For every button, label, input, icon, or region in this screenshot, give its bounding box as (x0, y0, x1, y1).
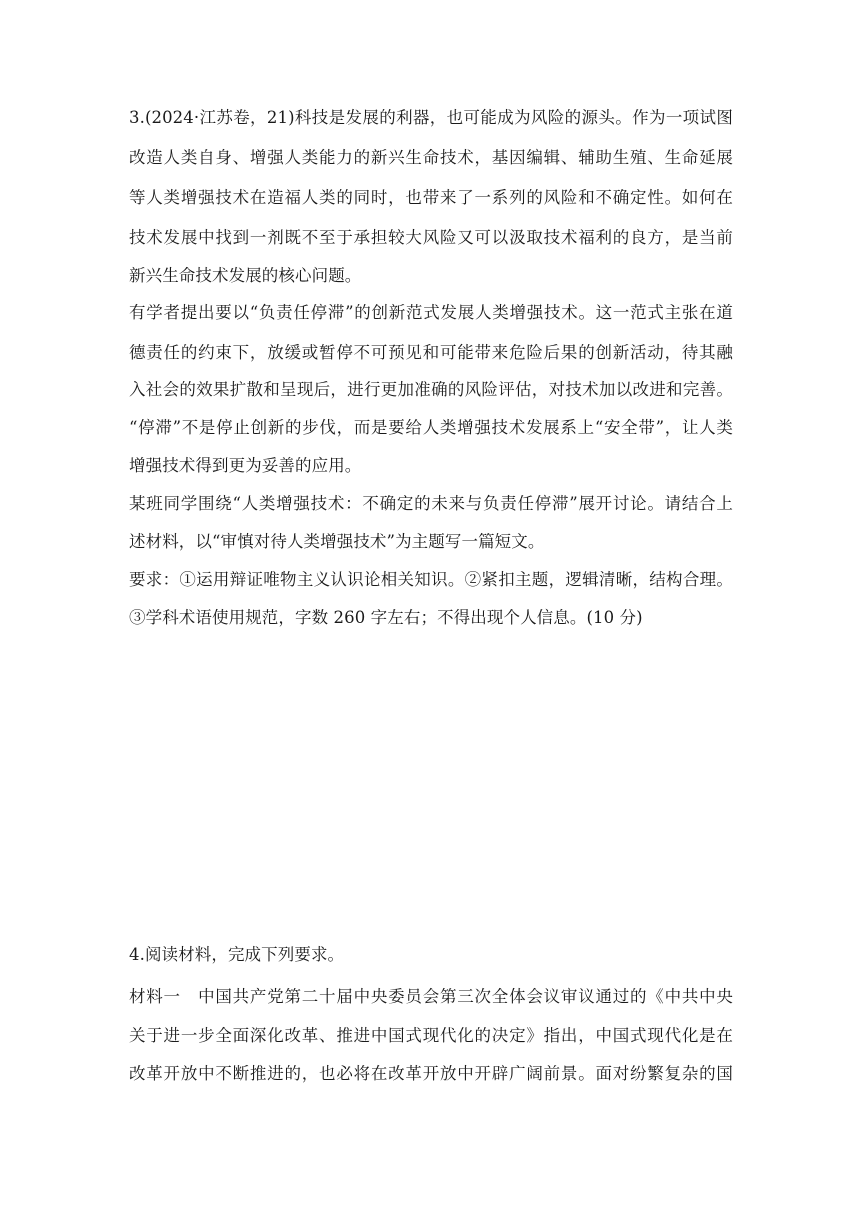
q3-p2-line-2: 德责任的约束下，放缓或暂停不可预见和可能带来危险后果的创新活动，待其融 (129, 343, 733, 362)
q4-material1-line-2: 关于进一步全面深化改革、推进中国式现代化的决定》指出，中国式现代化是在 (129, 1026, 733, 1045)
q3-p1-line-4: 技术发展中找到一剂既不至于承担较大风险又可以汲取技术福利的良方，是当前 (129, 228, 733, 247)
q4-heading: 4.阅读材料，完成下列要求。 (129, 945, 345, 964)
q3-p1-line-1: 3.(2024·江苏卷，21)科技是发展的利器，也可能成为风险的源头。作为一项试图 (129, 108, 733, 127)
q3-p2-line-5: 增强技术得到更为妥善的应用。 (129, 456, 362, 475)
q3-p1-line-5: 新兴生命技术发展的核心问题。 (129, 266, 362, 285)
q4-material1-line-1: 材料一 中国共产党第二十届中央委员会第三次全体会议审议通过的《中共中央 (129, 987, 733, 1006)
q3-requirements-line-1: 要求：①运用辩证唯物主义认识论相关知识。②紧扣主题，逻辑清晰，结构合理。 (129, 570, 733, 589)
q3-p2-line-4: “停滞”不是停止创新的步伐，而是要给人类增强技术发展系上“安全带”，让人类 (129, 418, 733, 437)
q3-p3-line-2: 述材料，以“审慎对待人类增强技术”为主题写一篇短文。 (129, 532, 545, 551)
q3-requirements-line-2: ③学科术语使用规范，字数 260 字左右；不得出现个人信息。(10 分) (129, 608, 643, 627)
q3-p1-line-3: 等人类增强技术在造福人类的同时，也带来了一系列的风险和不确定性。如何在 (129, 188, 733, 207)
q3-p2-line-1: 有学者提出要以“负责任停滞”的创新范式发展人类增强技术。这一范式主张在道 (129, 303, 733, 322)
q3-p3-line-1: 某班同学围绕“人类增强技术：不确定的未来与负责任停滞”展开讨论。请结合上 (129, 494, 733, 513)
q3-p2-line-3: 入社会的效果扩散和呈现后，进行更加准确的风险评估，对技术加以改进和完善。 (129, 380, 733, 399)
q4-material1-line-3: 改革开放中不断推进的，也必将在改革开放中开辟广阔前景。面对纷繁复杂的国 (129, 1064, 733, 1083)
q3-p1-line-2: 改造人类自身、增强人类能力的新兴生命技术，基因编辑、辅助生殖、生命延展 (129, 148, 733, 167)
